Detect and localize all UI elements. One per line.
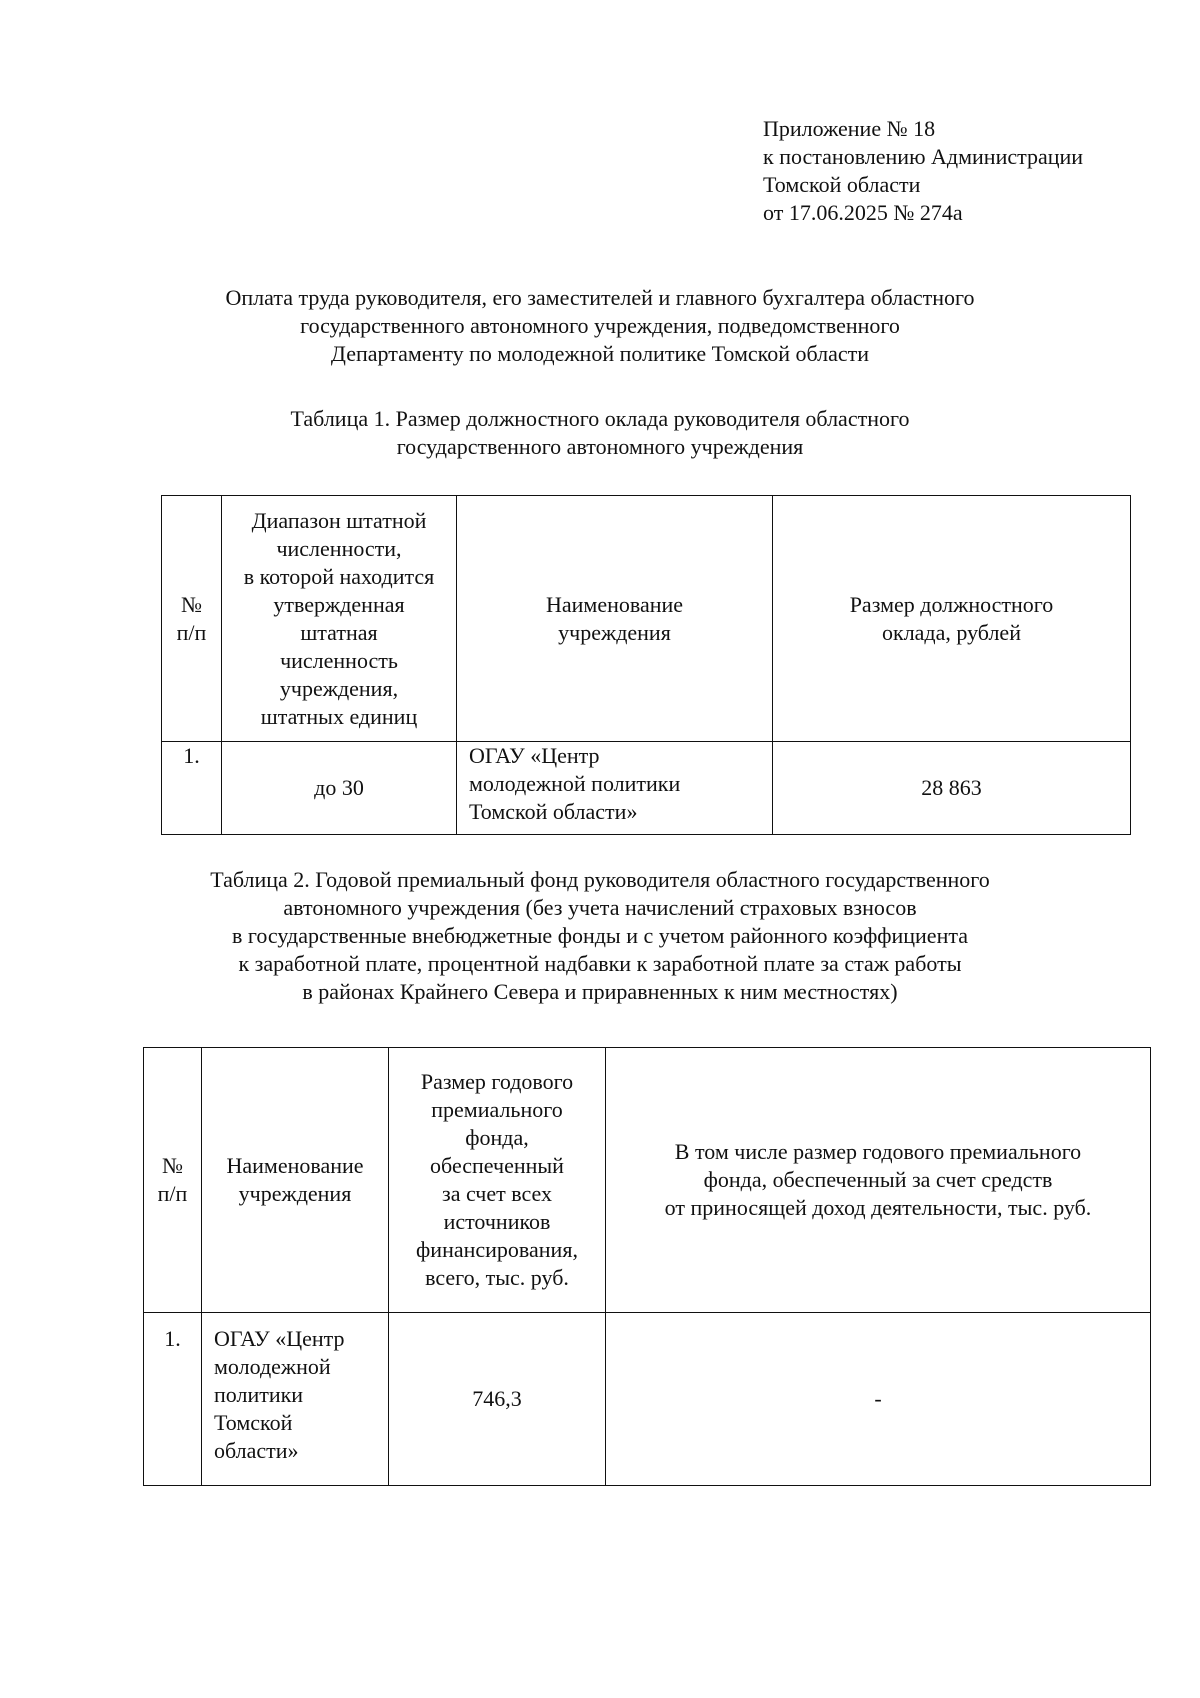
table1-caption-line-2: государственного автономного учреждения [396, 434, 804, 459]
appendix-header [763, 115, 1083, 227]
row-num: 1. [162, 742, 222, 835]
header-cell-total-fund: Размер годового премиального фонда, обеспеченный за счет всех источников финансирования, всего, тыс. руб. [389, 1048, 606, 1313]
header-cell-num: № п/п [162, 496, 222, 742]
table-header-row [144, 1048, 1151, 1313]
salary-table [161, 495, 1131, 835]
bonus-fund-table [143, 1047, 1151, 1486]
header-cell-income-fund: В том числе размер годового премиального фонда, обеспеченный за счет средств от приносящей доход деятельности, тыс. руб. [606, 1048, 1151, 1313]
table2-caption-line-2: автономного учреждения (без учета начислений страховых взносов [283, 895, 917, 920]
title-line-2: государственного автономного учреждения, подведомственного [300, 313, 900, 338]
row-num: 1. [144, 1313, 202, 1486]
header-cell-staff-range: Диапазон штатной численности, в которой находится утвержденная штатная численность учреждения, штатных единиц [222, 496, 457, 742]
appendix-line-2: к постановлению Администрации [763, 144, 1084, 169]
header-cell-num: № п/п [144, 1048, 202, 1313]
header-cell-salary: Размер должностного оклада, рублей [773, 496, 1131, 742]
table2-caption-line-5: в районах Крайнего Севера и приравненных к ним местностях) [302, 979, 898, 1004]
row-institution: ОГАУ «Центр молодежной политики Томской области» [457, 742, 773, 835]
table2-caption [100, 866, 1100, 1006]
row-salary: 28 863 [773, 742, 1131, 835]
table-row [162, 742, 1131, 835]
table-header-row [162, 496, 1131, 742]
row-staff-range: до 30 [222, 742, 457, 835]
title-line-1: Оплата труда руководителя, его заместителей и главного бухгалтера областного [225, 285, 975, 310]
appendix-date: от 17.06.2025 № 274а [763, 200, 963, 225]
appendix-number: Приложение № 18 [763, 116, 936, 141]
table-row [144, 1313, 1151, 1486]
document-title [100, 284, 1100, 368]
table2-caption-line-3: в государственные внебюджетные фонды и с учетом районного коэффициента [232, 923, 968, 948]
table1-caption-line-1: Таблица 1. Размер должностного оклада руководителя областного [290, 406, 910, 431]
row-institution: ОГАУ «Центр молодежной политики Томской области» [202, 1313, 389, 1486]
table2-caption-line-1: Таблица 2. Годовой премиальный фонд руководителя областного государственного [210, 867, 990, 892]
table1-caption [100, 405, 1100, 461]
header-cell-institution: Наименование учреждения [202, 1048, 389, 1313]
row-total-fund: 746,3 [389, 1313, 606, 1486]
row-income-fund: - [606, 1313, 1151, 1486]
header-cell-institution: Наименование учреждения [457, 496, 773, 742]
title-line-3: Департаменту по молодежной политике Томской области [330, 341, 870, 366]
appendix-line-3: Томской области [763, 172, 921, 197]
table2-caption-line-4: к заработной плате, процентной надбавки к заработной плате за стаж работы [238, 951, 962, 976]
